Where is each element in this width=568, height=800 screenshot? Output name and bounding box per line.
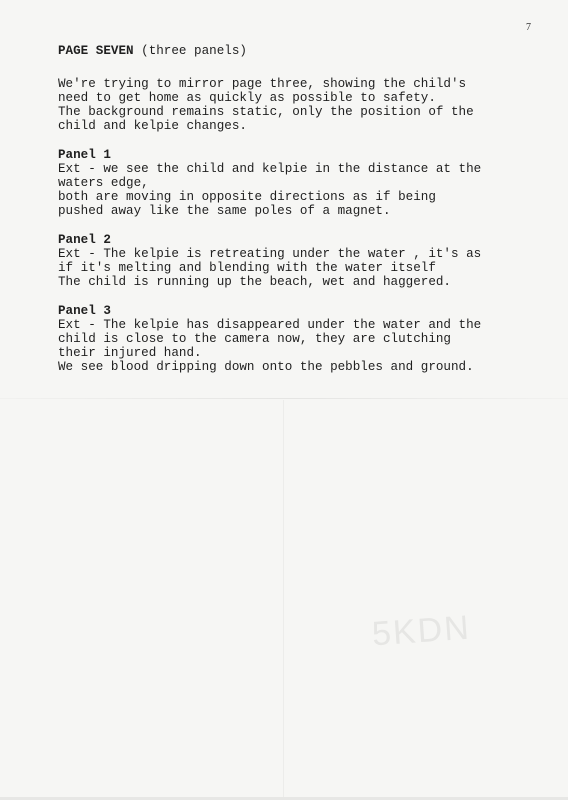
panel-3-section bbox=[58, 304, 528, 374]
panel-1-line: waters edge, bbox=[58, 176, 149, 190]
page-heading-note: (three panels) bbox=[133, 44, 247, 58]
intro-paragraph bbox=[58, 77, 528, 133]
panel-1-line: both are moving in opposite directions as if being bbox=[58, 190, 436, 204]
page-fold-vertical bbox=[283, 400, 284, 800]
panel-1-title: Panel 1 bbox=[58, 148, 111, 162]
page-number: 7 bbox=[526, 22, 531, 33]
faint-stamp-mark: 5KDN bbox=[370, 608, 472, 654]
panel-3-line: child is close to the camera now, they are clutching bbox=[58, 332, 451, 346]
panel-2-line: Ext - The kelpie is retreating under the water , it's as bbox=[58, 247, 482, 261]
panel-3-line: Ext - The kelpie has disappeared under the water and the bbox=[58, 318, 482, 332]
panel-2-line: The child is running up the beach, wet and haggered. bbox=[58, 275, 451, 289]
intro-line: We're trying to mirror page three, showing the child's bbox=[58, 77, 467, 91]
intro-line: child and kelpie changes. bbox=[58, 119, 247, 133]
page-heading bbox=[58, 44, 528, 58]
panel-3-title: Panel 3 bbox=[58, 304, 111, 318]
page-heading-title: PAGE SEVEN bbox=[58, 44, 134, 58]
intro-line: need to get home as quickly as possible to safety. bbox=[58, 91, 436, 105]
script-content bbox=[58, 44, 528, 374]
panel-2-section bbox=[58, 233, 528, 289]
panel-3-line: their injured hand. bbox=[58, 346, 202, 360]
panel-2-line: if it's melting and blending with the water itself bbox=[58, 261, 436, 275]
panel-1-line: Ext - we see the child and kelpie in the distance at the bbox=[58, 162, 482, 176]
panel-1-line: pushed away like the same poles of a magnet. bbox=[58, 204, 391, 218]
panel-1-section bbox=[58, 148, 528, 218]
panel-3-line: We see blood dripping down onto the pebbles and ground. bbox=[58, 360, 474, 374]
panel-2-title: Panel 2 bbox=[58, 233, 111, 247]
intro-line: The background remains static, only the position of the bbox=[58, 105, 474, 119]
page-fold-horizontal bbox=[0, 398, 568, 399]
